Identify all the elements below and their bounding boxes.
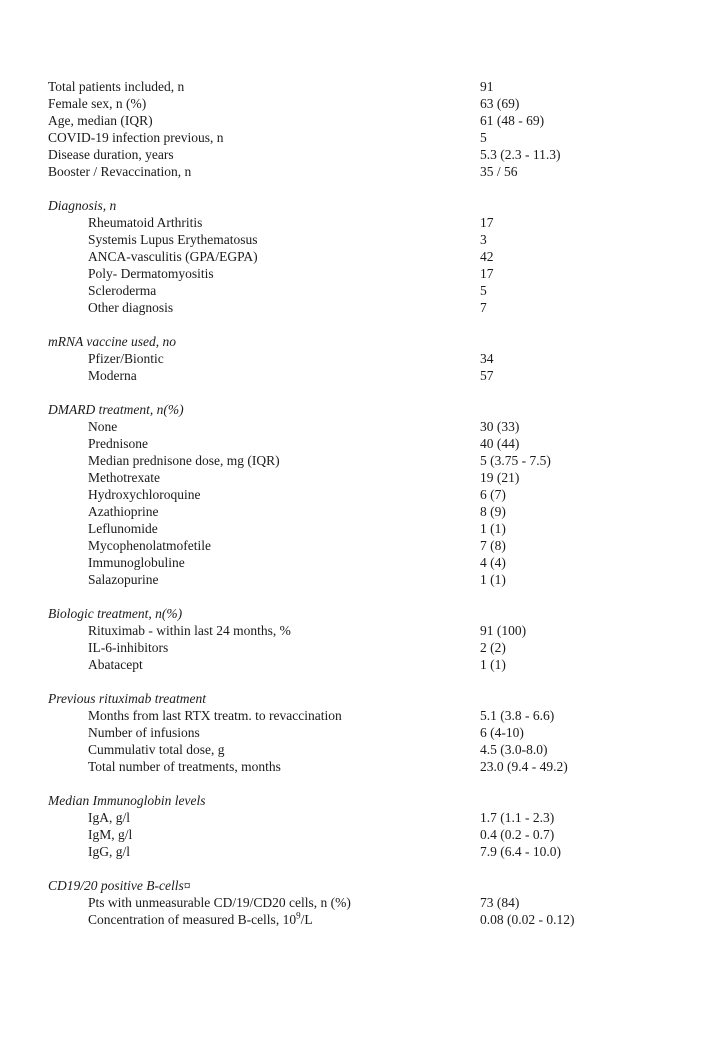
table-section bbox=[48, 333, 690, 384]
table-row bbox=[48, 571, 690, 588]
row-label: IgM, g/l bbox=[88, 827, 133, 842]
row-value: 0.08 (0.02 - 0.12) bbox=[480, 912, 575, 927]
row-label: Female sex, n (%) bbox=[48, 96, 147, 111]
row-label: Methotrexate bbox=[88, 470, 160, 485]
table-row bbox=[48, 656, 690, 673]
table-row bbox=[48, 452, 690, 469]
table-row bbox=[48, 265, 690, 282]
row-value: 8 (9) bbox=[480, 504, 506, 519]
table-row bbox=[48, 299, 690, 316]
table-row bbox=[48, 486, 690, 503]
table-row bbox=[48, 911, 690, 928]
row-label: Systemis Lupus Erythematosus bbox=[88, 232, 258, 247]
section-rows bbox=[48, 418, 690, 588]
table-row bbox=[48, 78, 690, 95]
row-value: 23.0 (9.4 - 49.2) bbox=[480, 759, 568, 774]
row-label: Azathioprine bbox=[88, 504, 159, 519]
label-superscript: 9 bbox=[296, 910, 301, 921]
table-row bbox=[48, 214, 690, 231]
section-header: mRNA vaccine used, no bbox=[48, 334, 176, 349]
row-label: Booster / Revaccination, n bbox=[48, 164, 192, 179]
table-row bbox=[48, 282, 690, 299]
table-row bbox=[48, 843, 690, 860]
table-row bbox=[48, 503, 690, 520]
row-label: Scleroderma bbox=[88, 283, 157, 298]
table-row bbox=[48, 435, 690, 452]
row-value: 7 (8) bbox=[480, 538, 506, 553]
row-label: Number of infusions bbox=[88, 725, 200, 740]
row-label: Disease duration, years bbox=[48, 147, 174, 162]
section-rows bbox=[48, 350, 690, 384]
row-value: 61 (48 - 69) bbox=[480, 113, 545, 128]
row-value: 35 / 56 bbox=[480, 164, 518, 179]
row-value: 57 bbox=[480, 368, 494, 383]
row-label: Cummulativ total dose, g bbox=[88, 742, 225, 757]
row-value: 5 (3.75 - 7.5) bbox=[480, 453, 551, 468]
row-label: Other diagnosis bbox=[88, 300, 174, 315]
row-label: Rituximab - within last 24 months, % bbox=[88, 623, 291, 638]
table-row bbox=[48, 554, 690, 571]
table-row bbox=[48, 248, 690, 265]
table-row bbox=[48, 741, 690, 758]
row-label: Total number of treatments, months bbox=[88, 759, 281, 774]
row-label: Concentration of measured B-cells, $10^9/L$ bbox=[88, 910, 313, 927]
section-rows bbox=[48, 809, 690, 860]
row-label: ANCA-vasculitis (GPA/EGPA) bbox=[88, 249, 258, 264]
row-label: Pfizer/Biontic bbox=[88, 351, 164, 366]
row-label: COVID-19 infection previous, n bbox=[48, 130, 224, 145]
table-section bbox=[48, 877, 690, 928]
table-row bbox=[48, 231, 690, 248]
row-value: 0.4 (0.2 - 0.7) bbox=[480, 827, 555, 842]
table-row bbox=[48, 639, 690, 656]
row-value: 34 bbox=[480, 351, 494, 366]
row-value: 4.5 (3.0-8.0) bbox=[480, 742, 548, 757]
row-value: 2 (2) bbox=[480, 640, 506, 655]
row-label: Prednisone bbox=[88, 436, 148, 451]
table-section bbox=[48, 78, 690, 180]
row-label: Abatacept bbox=[88, 657, 143, 672]
table-row bbox=[48, 469, 690, 486]
table-section bbox=[48, 401, 690, 588]
row-value: 1.7 (1.1 - 2.3) bbox=[480, 810, 555, 825]
row-value: 4 (4) bbox=[480, 555, 506, 570]
row-value: 6 (7) bbox=[480, 487, 506, 502]
row-value: 5.3 (2.3 - 11.3) bbox=[480, 147, 561, 162]
row-label: Poly- Dermatomyositis bbox=[88, 266, 214, 281]
section-rows bbox=[48, 707, 690, 775]
row-label: Age, median (IQR) bbox=[48, 113, 153, 128]
section-header: Previous rituximab treatment bbox=[48, 691, 206, 706]
row-value: 7.9 (6.4 - 10.0) bbox=[480, 844, 561, 859]
row-label: IL-6-inhibitors bbox=[88, 640, 169, 655]
row-value: 5 bbox=[480, 283, 487, 298]
row-label: Salazopurine bbox=[88, 572, 159, 587]
row-value: 19 (21) bbox=[480, 470, 520, 485]
table-row bbox=[48, 622, 690, 639]
table-row bbox=[48, 758, 690, 775]
section-header: Diagnosis, n bbox=[48, 198, 117, 213]
section-header: DMARD treatment, n(%) bbox=[48, 402, 184, 417]
row-label: IgG, g/l bbox=[88, 844, 130, 859]
section-header: Biologic treatment, n(%) bbox=[48, 606, 183, 621]
table-row bbox=[48, 146, 690, 163]
row-value: 1 (1) bbox=[480, 521, 506, 536]
row-value: 5 bbox=[480, 130, 487, 145]
row-label: Rheumatoid Arthritis bbox=[88, 215, 203, 230]
row-value: 17 bbox=[480, 266, 494, 281]
table-section bbox=[48, 690, 690, 775]
row-value: 1 (1) bbox=[480, 572, 506, 587]
section-rows bbox=[48, 894, 690, 928]
section-rows bbox=[48, 78, 690, 180]
row-value: 1 (1) bbox=[480, 657, 506, 672]
row-value: 30 (33) bbox=[480, 419, 520, 434]
section-header: CD19/20 positive B-cells¤ bbox=[48, 878, 191, 893]
table-row bbox=[48, 826, 690, 843]
row-value: 3 bbox=[480, 232, 487, 247]
table-row bbox=[48, 95, 690, 112]
row-label: Leflunomide bbox=[88, 521, 158, 536]
row-label: Total patients included, n bbox=[48, 79, 185, 94]
table-row bbox=[48, 350, 690, 367]
row-value: 17 bbox=[480, 215, 494, 230]
row-label: Hydroxychloroquine bbox=[88, 487, 201, 502]
row-value: 73 (84) bbox=[480, 895, 520, 910]
section-header: Median Immunoglobin levels bbox=[48, 793, 206, 808]
row-label: Mycophenolatmofetile bbox=[88, 538, 211, 553]
table-row bbox=[48, 112, 690, 129]
row-label: IgA, g/l bbox=[88, 810, 130, 825]
table-row bbox=[48, 809, 690, 826]
table-row bbox=[48, 724, 690, 741]
table-row bbox=[48, 537, 690, 554]
row-value: 91 (100) bbox=[480, 623, 527, 638]
row-value: 5.1 (3.8 - 6.6) bbox=[480, 708, 555, 723]
row-value: 42 bbox=[480, 249, 494, 264]
row-label: Moderna bbox=[88, 368, 137, 383]
table-row bbox=[48, 367, 690, 384]
row-label: Months from last RTX treatm. to revaccination bbox=[88, 708, 342, 723]
table-section bbox=[48, 792, 690, 860]
section-rows bbox=[48, 214, 690, 316]
table-section bbox=[48, 197, 690, 316]
table-row bbox=[48, 418, 690, 435]
row-label: None bbox=[88, 419, 118, 434]
characteristics-table bbox=[48, 78, 690, 928]
row-label: Pts with unmeasurable CD/19/CD20 cells, n (%) bbox=[88, 895, 351, 910]
row-value: 91 bbox=[480, 79, 494, 94]
table-row bbox=[48, 129, 690, 146]
row-value: 63 (69) bbox=[480, 96, 520, 111]
row-value: 6 (4-10) bbox=[480, 725, 524, 740]
table-section bbox=[48, 605, 690, 673]
table-row bbox=[48, 163, 690, 180]
table-row bbox=[48, 894, 690, 911]
row-value: 7 bbox=[480, 300, 487, 315]
section-rows bbox=[48, 622, 690, 673]
row-label: Median prednisone dose, mg (IQR) bbox=[88, 453, 280, 468]
table-row bbox=[48, 520, 690, 537]
table-row bbox=[48, 707, 690, 724]
row-value: 40 (44) bbox=[480, 436, 520, 451]
row-label: Immunoglobuline bbox=[88, 555, 185, 570]
